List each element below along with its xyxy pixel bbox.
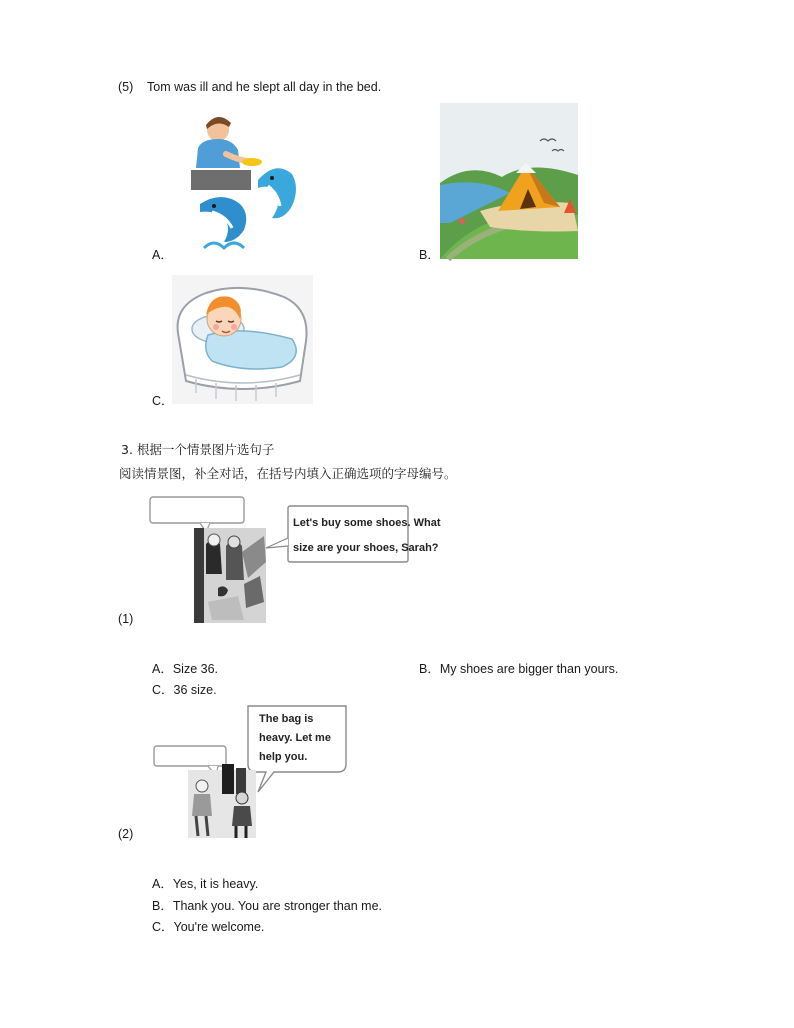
q1-bubble-line-2: size are your shoes, Sarah? [293,542,439,554]
q5-option-b-letter: B． [419,248,440,262]
q2-option-a [152,876,258,892]
q2-bubble-line-1: The bag is [259,713,314,725]
q1-option-a [152,661,218,677]
q5-option-a-letter: A． [152,248,173,262]
q1-option-c-text: 36 size. [173,683,217,697]
q1-option-b [419,661,618,677]
q1-option-b-text: My shoes are bigger than yours. [439,662,619,676]
q1-option-c-letter: C． [152,683,174,697]
section-3-instruction: 阅读情景图，补全对话，在括号内填入正确选项的字母编号。 [119,466,457,481]
q2-option-b [152,898,382,914]
q2-option-b-text: Thank you. You are stronger than me. [172,899,383,913]
q1-option-b-letter: B． [419,662,440,676]
camping-tent-image [440,103,578,259]
shoe-shopping-scene-image [148,492,441,623]
q2-option-a-text: Yes, it is heavy. [172,877,259,891]
q2-bubble-line-3: help you. [259,751,308,763]
q2-option-c-letter: C． [152,920,174,934]
q1-option-a-letter: A． [152,662,173,676]
question-2-number: (2) [118,827,134,841]
question-1-number: (1) [118,612,134,626]
section-3-title: 3. 根据一个情景图片选句子 [121,442,275,457]
q2-option-b-letter: B． [152,899,173,913]
man-feeding-dolphins-image [188,108,302,256]
q2-bubble-line-2: heavy. Let me [259,732,331,744]
question-5-sentence: Tom was ill and he slept all day in the bed. [147,80,382,94]
q2-option-a-letter: A． [152,877,173,891]
q5-option-c-letter: C． [152,394,174,408]
sick-child-in-bed-image [172,275,313,404]
question-5-number: (5) [118,80,134,94]
q2-option-c-text: You're welcome. [173,920,265,934]
q1-option-c [152,682,217,698]
q1-option-a-text: Size 36. [172,662,219,676]
heavy-bag-scene-image [150,704,350,840]
q2-option-c [152,919,264,935]
q1-bubble-line-1: Let's buy some shoes. What [293,517,441,529]
